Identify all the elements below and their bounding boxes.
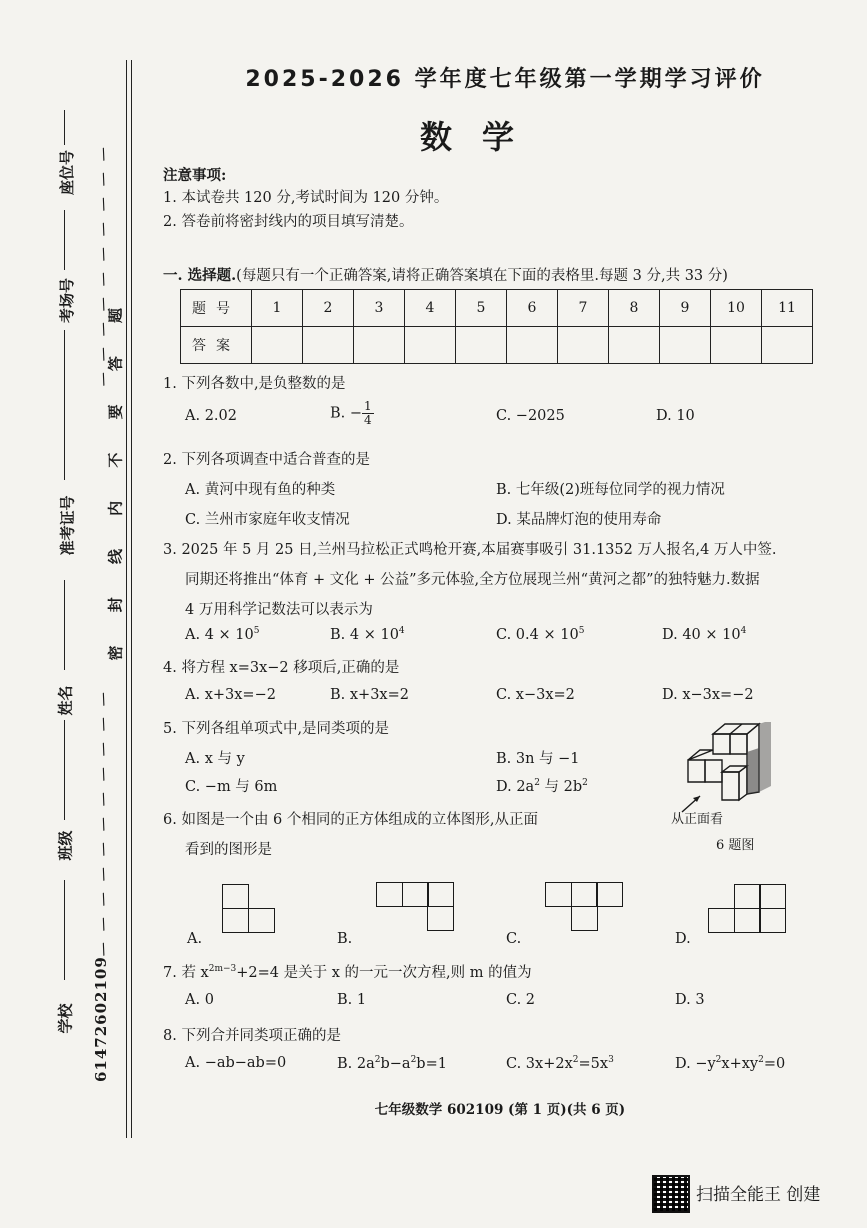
q3-line-2: 同期还将推出“体育 + 文化 + 公益”多元体验,全方位展现兰州“黄河之都”的独特魅力.数据 bbox=[185, 572, 760, 588]
q6-figure-caption: 6 题图 bbox=[716, 838, 755, 853]
grid-square bbox=[759, 908, 786, 933]
q7-option-a: A. 0 bbox=[185, 992, 214, 1008]
answer-cell[interactable] bbox=[660, 327, 711, 364]
q8-c-part1: C. 3x+2x bbox=[506, 1055, 573, 1072]
q3-c-base: C. 0.4 × 10 bbox=[496, 626, 579, 643]
q8-option-c bbox=[506, 1055, 614, 1072]
q1-b-numerator: 1 bbox=[364, 399, 372, 413]
q3-b-exponent: 4 bbox=[398, 626, 405, 636]
q3-line-3: 4 万用科学记数法可以表示为 bbox=[185, 602, 373, 618]
answer-cell[interactable] bbox=[558, 327, 609, 364]
question-number: 10 bbox=[711, 290, 762, 327]
grid-square bbox=[222, 908, 249, 933]
q2-option-d: D. 某品牌灯泡的使用寿命 bbox=[496, 512, 662, 528]
q5-d-exp1: 2 bbox=[534, 778, 540, 789]
room-blank bbox=[64, 210, 65, 270]
answer-cell[interactable] bbox=[456, 327, 507, 364]
q1-option-a: A. 2.02 bbox=[185, 408, 237, 424]
question-number: 9 bbox=[660, 290, 711, 327]
q6-option-a-label: A. bbox=[187, 931, 203, 947]
q8-b-part1: B. 2a bbox=[337, 1055, 375, 1072]
subject-title: 数学 bbox=[420, 118, 545, 156]
q3-d-exponent: 4 bbox=[740, 626, 747, 636]
q8-stem: 8. 下列合并同类项正确的是 bbox=[163, 1028, 341, 1044]
q1-b-denominator: 4 bbox=[364, 413, 372, 427]
question-number: 6 bbox=[507, 290, 558, 327]
q6-line-1: 6. 如图是一个由 6 个相同的正方体组成的立体图形,从正面 bbox=[163, 812, 538, 828]
grid-square bbox=[759, 884, 786, 909]
answer-cell[interactable] bbox=[405, 327, 456, 364]
grid-square bbox=[222, 884, 249, 909]
q6-line-2: 看到的图形是 bbox=[185, 842, 272, 858]
question-number: 3 bbox=[354, 290, 405, 327]
q5-d-exp2: 2 bbox=[582, 778, 588, 789]
note-2: 2. 答卷前将密封线内的项目填写清楚。 bbox=[163, 214, 414, 230]
q4-option-a: A. x+3x=−2 bbox=[185, 687, 276, 703]
q1-option-d: D. 10 bbox=[656, 408, 695, 424]
name-label: 姓名 bbox=[56, 685, 75, 716]
answer-cell[interactable] bbox=[762, 327, 813, 364]
answer-cell[interactable] bbox=[354, 327, 405, 364]
class-label: 班级 bbox=[56, 830, 75, 861]
qr-code-icon bbox=[652, 1175, 690, 1213]
margin-line-outer bbox=[126, 60, 127, 1138]
q6-option-d-label: D. bbox=[675, 931, 691, 947]
grid-square bbox=[571, 882, 598, 907]
notes-heading: 注意事项: bbox=[163, 167, 227, 184]
grid-square bbox=[402, 882, 429, 907]
question-number: 7 bbox=[558, 290, 609, 327]
q4-option-b: B. x+3x=2 bbox=[330, 687, 409, 703]
q3-a-exponent: 5 bbox=[253, 626, 260, 636]
class-blank bbox=[64, 720, 65, 820]
q6-view-label: 从正面看 bbox=[671, 812, 724, 827]
grid-square bbox=[376, 882, 403, 907]
q8-b-exp2: 2 bbox=[410, 1055, 417, 1065]
q8-d-part1: D. −y bbox=[675, 1055, 716, 1072]
q1-b-fraction bbox=[362, 400, 374, 427]
q8-c-exp2: 3 bbox=[608, 1055, 614, 1065]
grid-square bbox=[427, 906, 454, 931]
q5-option-a: A. x 与 y bbox=[185, 751, 245, 767]
margin-line-inner bbox=[131, 60, 132, 1138]
q5-option-b: B. 3n 与 −1 bbox=[496, 751, 580, 767]
seal-line-text: 密 封 线 内 不 要 答 题 bbox=[106, 293, 125, 661]
q8-c-exp1: 2 bbox=[572, 1055, 579, 1065]
question-number: 8 bbox=[609, 290, 660, 327]
q7-stem-part2: +2=4 是关于 x 的一元一次方程,则 m 的值为 bbox=[236, 965, 532, 981]
answer-cell[interactable] bbox=[303, 327, 354, 364]
q5-d-part1: D. 2a bbox=[496, 779, 535, 795]
section-1-header bbox=[163, 264, 728, 285]
q8-option-d bbox=[675, 1055, 785, 1072]
q2-option-b: B. 七年级(2)班每位同学的视力情况 bbox=[496, 482, 725, 498]
q8-b-part2: b−a bbox=[380, 1055, 411, 1072]
grid-square bbox=[734, 908, 761, 933]
q3-c-exponent: 5 bbox=[578, 626, 585, 636]
q5-d-part2: 与 2b bbox=[539, 779, 583, 795]
q8-d-part3: =0 bbox=[763, 1055, 786, 1072]
ticket-label: 准考证号 bbox=[58, 495, 77, 556]
q8-b-part3: b=1 bbox=[416, 1055, 447, 1072]
q7-option-d: D. 3 bbox=[675, 992, 705, 1008]
q3-option-d bbox=[662, 626, 746, 643]
exam-title: 2025-2026 学年度七年级第一学期学习评价 bbox=[245, 67, 765, 92]
q3-line-1: 3. 2025 年 5 月 25 日,兰州马拉松正式鸣枪开赛,本届赛事吸引 31.1352 万人报名,4 万人中签. bbox=[163, 542, 777, 558]
q1-b-prefix: B. − bbox=[330, 405, 363, 422]
q1-option-c: C. −2025 bbox=[496, 408, 565, 424]
q3-a-base: A. 4 × 10 bbox=[185, 626, 254, 643]
q7-stem bbox=[163, 961, 532, 982]
scanner-watermark: 扫描全能王 创建 bbox=[696, 1185, 821, 1205]
grid-square bbox=[708, 908, 735, 933]
answer-row-label: 答案 bbox=[181, 327, 252, 364]
q8-option-a: A. −ab−ab=0 bbox=[185, 1055, 287, 1071]
q5-option-d bbox=[496, 775, 588, 796]
answer-cell[interactable] bbox=[507, 327, 558, 364]
grid-square bbox=[596, 882, 623, 907]
answer-cell[interactable] bbox=[609, 327, 660, 364]
q5-stem: 5. 下列各组单项式中,是同类项的是 bbox=[163, 721, 390, 737]
room-label: 考场号 bbox=[58, 277, 77, 324]
q7-option-c: C. 2 bbox=[506, 992, 536, 1008]
school-blank bbox=[64, 880, 65, 980]
section-1-title: 一. 选择题. bbox=[163, 267, 237, 284]
grid-square bbox=[545, 882, 572, 907]
q3-option-a bbox=[185, 626, 259, 643]
q2-option-c: C. 兰州市家庭年收支情况 bbox=[185, 512, 350, 528]
q8-d-part2: x+xy bbox=[721, 1055, 759, 1072]
q8-d-exp1: 2 bbox=[715, 1055, 722, 1065]
answer-table-number-row bbox=[181, 290, 813, 327]
q7-stem-part1: 7. 若 x bbox=[163, 965, 209, 981]
q4-stem: 4. 将方程 x=3x−2 移项后,正确的是 bbox=[163, 660, 400, 676]
page-footer: 七年级数学 602109 (第 1 页)(共 6 页) bbox=[374, 1102, 626, 1118]
q3-b-base: B. 4 × 10 bbox=[330, 626, 399, 643]
q8-d-exp2: 2 bbox=[758, 1055, 764, 1065]
question-number: 5 bbox=[456, 290, 507, 327]
q1-option-b bbox=[330, 400, 374, 427]
q3-option-c bbox=[496, 626, 584, 643]
q6-option-b-label: B. bbox=[337, 931, 353, 947]
name-blank bbox=[64, 580, 65, 670]
grid-square bbox=[427, 882, 454, 907]
q5-option-c: C. −m 与 6m bbox=[185, 779, 278, 795]
q3-d-base: D. 40 × 10 bbox=[662, 626, 741, 643]
number-row-label: 题号 bbox=[181, 290, 252, 327]
question-number: 1 bbox=[252, 290, 303, 327]
seat-blank bbox=[64, 110, 65, 145]
grid-square bbox=[734, 884, 761, 909]
paper-code: 61472602109 bbox=[92, 956, 110, 1082]
q2-stem: 2. 下列各项调查中适合普查的是 bbox=[163, 452, 370, 468]
answer-table bbox=[180, 289, 813, 364]
answer-cell[interactable] bbox=[711, 327, 762, 364]
grid-square bbox=[248, 908, 275, 933]
answer-table-answer-row bbox=[181, 327, 813, 364]
question-number: 11 bbox=[762, 290, 813, 327]
q6-option-c-label: C. bbox=[506, 931, 522, 947]
q7-option-b: B. 1 bbox=[337, 992, 367, 1008]
q8-option-b bbox=[337, 1055, 447, 1072]
question-number: 2 bbox=[303, 290, 354, 327]
q2-option-a: A. 黄河中现有鱼的种类 bbox=[185, 482, 336, 498]
q8-c-part2: =5x bbox=[578, 1055, 609, 1072]
q4-option-d: D. x−3x=−2 bbox=[662, 687, 754, 703]
question-number: 4 bbox=[405, 290, 456, 327]
q8-b-exp1: 2 bbox=[374, 1055, 381, 1065]
q4-option-c: C. x−3x=2 bbox=[496, 687, 575, 703]
q3-option-b bbox=[330, 626, 405, 643]
school-label: 学校 bbox=[56, 1003, 75, 1034]
q7-stem-exponent: 2m−3 bbox=[208, 964, 237, 975]
q1-stem: 1. 下列各数中,是负整数的是 bbox=[163, 376, 346, 392]
ticket-blank bbox=[64, 330, 65, 480]
seat-label: 座位号 bbox=[58, 149, 77, 196]
section-1-instruction: (每题只有一个正确答案,请将正确答案填在下面的表格里.每题 3 分,共 33 分) bbox=[236, 268, 728, 284]
note-1: 1. 本试卷共 120 分,考试时间为 120 分钟。 bbox=[163, 190, 449, 206]
answer-cell[interactable] bbox=[252, 327, 303, 364]
grid-square bbox=[571, 906, 598, 931]
